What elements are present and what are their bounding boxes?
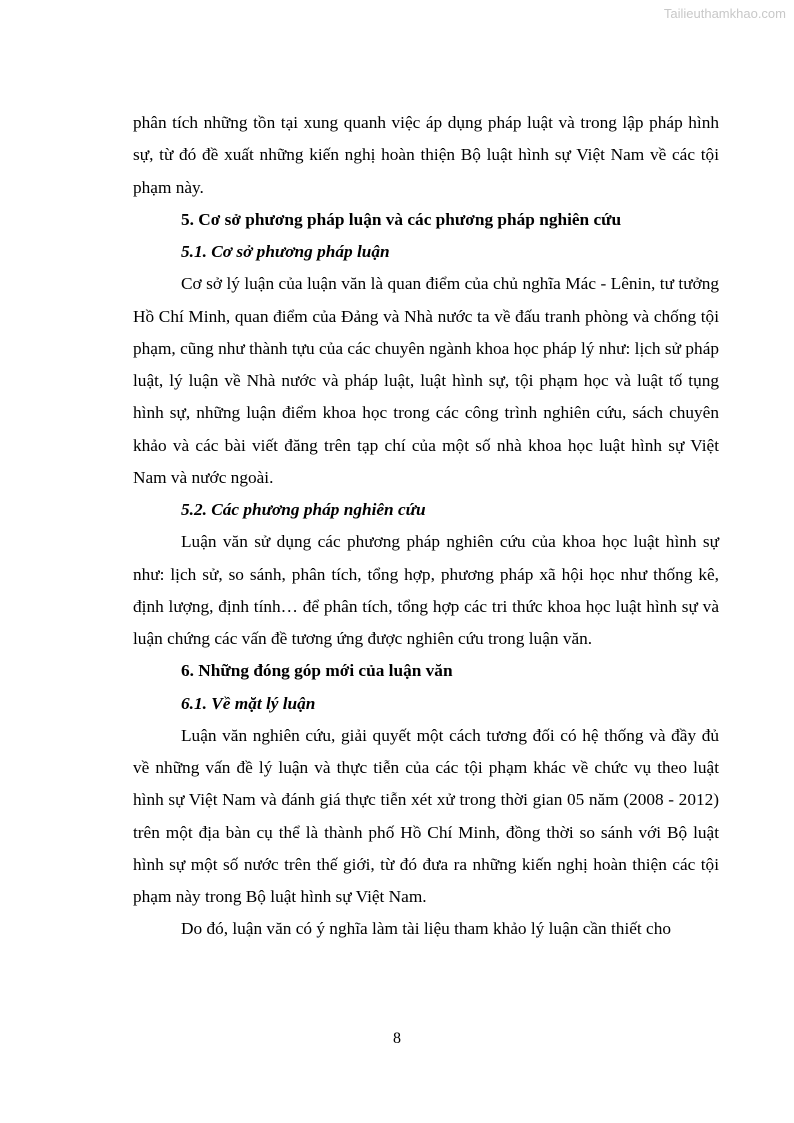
paragraph-theoretical-basis: Cơ sở lý luận của luận văn là quan điểm của chủ nghĩa Mác - Lênin, tư tưởng Hồ Chí Minh, quan điểm của Đảng và Nhà nước ta về đấu tranh phòng và chống tội phạm, cũng như thành tựu của các chuyên ngành khoa học pháp lý như: lịch sử pháp luật, lý luận về Nhà nước và pháp luật, luật hình sự, tội phạm học và luật tố tụng hình sự, những luận điểm khoa học trong các công trình nghiên cứu, sách chuyên khảo và các bài viết đăng trên tạp chí của một số nhà khoa học luật hình sự Việt Nam và nước ngoài. <box>133 274 719 487</box>
paragraph-theoretical-contribution: Luận văn nghiên cứu, giải quyết một cách tương đối có hệ thống và đầy đủ về những vấn đề lý luận và thực tiễn của các tội phạm khác về chức vụ theo luật hình sự Việt Nam và đánh giá thực tiễn xét xử trong thời gian 05 năm (2008 - 2012) trên một địa bàn cụ thể là thành phố Hồ Chí Minh, đồng thời so sánh với Bộ luật hình sự một số nước trên thế giới, từ đó đưa ra những kiến nghị hoàn thiện các tội phạm này trong Bộ luật hình sự Việt Nam. <box>133 725 719 906</box>
subsection-heading-6-1: 6.1. Về mặt lý luận <box>181 693 316 713</box>
paragraph-research-methods: Luận văn sử dụng các phương pháp nghiên cứu của khoa học luật hình sự như: lịch sử, so sánh, phân tích, tổng hợp, phương pháp xã hội học như thống kê, định lượng, định tính… để phân tích, tổng hợp các tri thức khoa học luật hình sự và luận chứng các vấn đề tương ứng được nghiên cứu trong luận văn. <box>133 532 719 648</box>
watermark-text: Tailieuthamkhao.com <box>663 6 786 21</box>
section-heading-methodology: 5. Cơ sở phương pháp luận và các phương pháp nghiên cứu <box>181 209 622 229</box>
section-heading-contributions: 6. Những đóng góp mới của luận văn <box>181 661 453 681</box>
paragraph-conclusion: Do đó, luận văn có ý nghĩa làm tài liệu tham khảo lý luận cần thiết cho <box>181 919 671 939</box>
page-number: 8 <box>393 1030 401 1047</box>
subsection-heading-5-2: 5.2. Các phương pháp nghiên cứu <box>181 500 426 519</box>
paragraph-continuation: phân tích những tồn tại xung quanh việc áp dụng pháp luật và trong lập pháp hình sự, từ đó đề xuất những kiến nghị hoàn thiện Bộ luật hình sự Việt Nam về các tội phạm này. <box>133 113 719 197</box>
subsection-heading-5-1: 5.1. Cơ sở phương pháp luận <box>181 242 390 261</box>
page-content <box>133 107 719 946</box>
